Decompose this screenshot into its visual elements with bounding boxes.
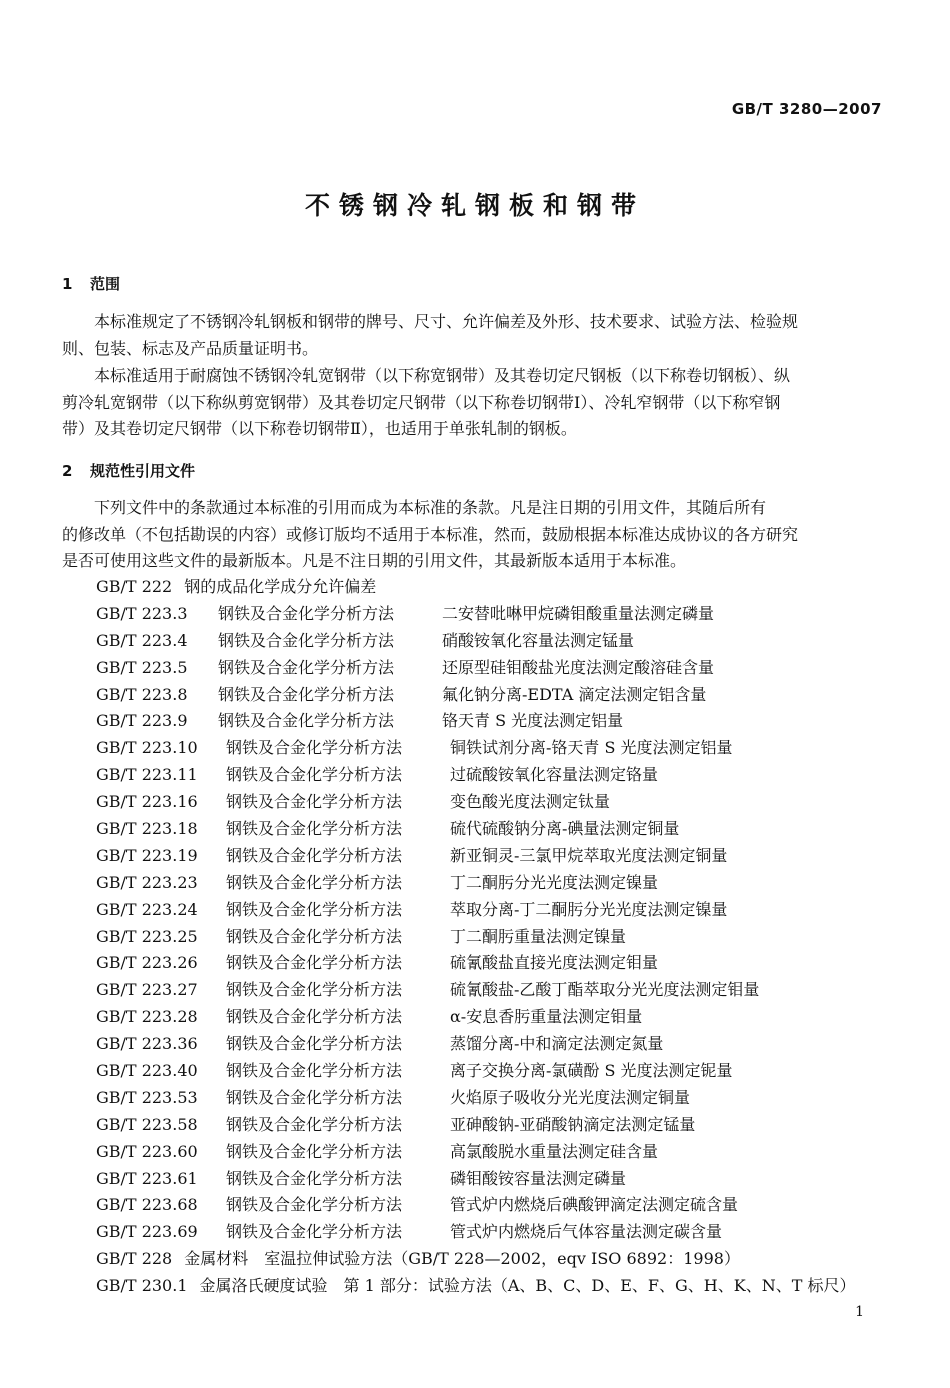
reference-code: GB/T 223.60 bbox=[96, 1141, 198, 1161]
reference-code: GB/T 223.26 bbox=[96, 953, 198, 973]
reference-item bbox=[96, 1058, 896, 1085]
reference-item bbox=[96, 1192, 896, 1219]
reference-title: 亚砷酸钠-亚硝酸钠滴定法测定锰量 bbox=[450, 1114, 696, 1134]
reference-title: 氟化钠分离-EDTA 滴定法测定铝含量 bbox=[442, 684, 707, 704]
section-1-heading bbox=[62, 273, 120, 294]
reference-item bbox=[96, 628, 896, 655]
reference-title: 丁二酮肟分光光度法测定镍量 bbox=[450, 872, 659, 892]
reference-title: 金属洛氏硬度试验 第 1 部分：试验方法（A、B、C、D、E、F、G、H、K、N、T 标尺） bbox=[199, 1276, 856, 1296]
reference-code: GB/T 223.58 bbox=[96, 1114, 198, 1134]
reference-item bbox=[96, 977, 896, 1004]
reference-item bbox=[96, 789, 896, 816]
reference-item bbox=[96, 1219, 896, 1246]
reference-title: 硫氰酸盐-乙酸丁酯萃取分光光度法测定钼量 bbox=[450, 980, 760, 1000]
reference-item bbox=[96, 1166, 896, 1193]
reference-title: 还原型硅钼酸盐光度法测定酸溶硅含量 bbox=[442, 657, 715, 677]
reference-item bbox=[96, 950, 896, 977]
reference-title: 管式炉内燃烧后气体容量法测定碳含量 bbox=[450, 1222, 723, 1242]
reference-code: GB/T 228 bbox=[96, 1249, 173, 1269]
reference-code: GB/T 223.68 bbox=[96, 1195, 198, 1215]
paragraph-line: 本标准规定了不锈钢冷轧钢板和钢带的牌号、尺寸、允许偏差及外形、技术要求、试验方法、检验规 bbox=[94, 312, 799, 331]
reference-item bbox=[96, 735, 896, 762]
reference-code: GB/T 223.5 bbox=[96, 657, 188, 677]
reference-method: 钢铁及合金化学分析方法 bbox=[226, 845, 403, 865]
reference-title: 离子交换分离-氯磺酚 S 光度法测定铌量 bbox=[450, 1061, 733, 1081]
reference-title: 铬天青 S 光度法测定铝量 bbox=[442, 711, 624, 731]
reference-title: 萃取分离-丁二酮肟分光光度法测定镍量 bbox=[450, 899, 728, 919]
standard-number: GB/T 3280—2007 bbox=[731, 100, 882, 118]
reference-item bbox=[96, 601, 896, 628]
reference-code: GB/T 223.23 bbox=[96, 872, 198, 892]
reference-item bbox=[96, 708, 896, 735]
reference-code: GB/T 223.3 bbox=[96, 603, 188, 623]
reference-code: GB/T 223.61 bbox=[96, 1168, 198, 1188]
reference-code: GB/T 223.11 bbox=[96, 765, 198, 785]
page-number: 1 bbox=[855, 1304, 864, 1320]
reference-method: 钢铁及合金化学分析方法 bbox=[226, 980, 403, 1000]
reference-code: GB/T 223.10 bbox=[96, 738, 198, 758]
reference-title: 蒸馏分离-中和滴定法测定氮量 bbox=[450, 1034, 664, 1054]
reference-title: 硝酸铵氧化容量法测定锰量 bbox=[442, 630, 635, 650]
reference-title: 高氯酸脱水重量法测定硅含量 bbox=[450, 1141, 659, 1161]
reference-method: 钢铁及合金化学分析方法 bbox=[226, 926, 403, 946]
reference-method: 钢铁及合金化学分析方法 bbox=[226, 899, 403, 919]
reference-method: 钢铁及合金化学分析方法 bbox=[218, 630, 395, 650]
reference-title: 过硫酸铵氧化容量法测定铬量 bbox=[450, 765, 659, 785]
reference-title: α-安息香肟重量法测定钼量 bbox=[450, 1007, 643, 1027]
section-1-paragraph-1 bbox=[62, 309, 882, 362]
paragraph-line: 本标准适用于耐腐蚀不锈钢冷轧宽钢带（以下称宽钢带）及其卷切定尺钢板（以下称卷切钢板）、纵 bbox=[94, 366, 791, 385]
reference-code: GB/T 223.24 bbox=[96, 899, 198, 919]
reference-item bbox=[96, 924, 896, 951]
reference-code: GB/T 223.16 bbox=[96, 792, 198, 812]
reference-item bbox=[96, 1112, 896, 1139]
section-2-title: 规范性引用文件 bbox=[90, 462, 196, 480]
reference-title: 硫代硫酸钠分离-碘量法测定铜量 bbox=[450, 819, 680, 839]
reference-item bbox=[96, 843, 896, 870]
reference-method: 钢铁及合金化学分析方法 bbox=[226, 819, 403, 839]
reference-title: 硫氰酸盐直接光度法测定钼量 bbox=[450, 953, 659, 973]
reference-title: 管式炉内燃烧后碘酸钾滴定法测定硫含量 bbox=[450, 1195, 739, 1215]
reference-title: 变色酸光度法测定钛量 bbox=[450, 792, 611, 812]
reference-method: 钢铁及合金化学分析方法 bbox=[226, 953, 403, 973]
reference-code: GB/T 223.25 bbox=[96, 926, 198, 946]
reference-code: GB/T 223.9 bbox=[96, 711, 188, 731]
reference-method: 钢铁及合金化学分析方法 bbox=[226, 1114, 403, 1134]
reference-item bbox=[96, 655, 896, 682]
reference-method: 钢铁及合金化学分析方法 bbox=[226, 765, 403, 785]
reference-code: GB/T 223.8 bbox=[96, 684, 188, 704]
section-2-intro bbox=[62, 495, 882, 575]
reference-method: 钢铁及合金化学分析方法 bbox=[218, 684, 395, 704]
reference-method: 钢铁及合金化学分析方法 bbox=[226, 1061, 403, 1081]
reference-item bbox=[96, 1273, 896, 1300]
paragraph-line: 则、包装、标志及产品质量证明书。 bbox=[62, 338, 319, 358]
reference-code: GB/T 223.36 bbox=[96, 1034, 198, 1054]
reference-item bbox=[96, 870, 896, 897]
reference-code: GB/T 230.1 bbox=[96, 1276, 188, 1296]
reference-code: GB/T 223.19 bbox=[96, 845, 198, 865]
reference-code: GB/T 223.40 bbox=[96, 1061, 198, 1081]
reference-code: GB/T 223.27 bbox=[96, 980, 198, 1000]
reference-method: 钢铁及合金化学分析方法 bbox=[226, 872, 403, 892]
reference-method: 钢铁及合金化学分析方法 bbox=[226, 1195, 403, 1215]
reference-item bbox=[96, 1085, 896, 1112]
reference-item bbox=[96, 1004, 896, 1031]
reference-item bbox=[96, 1139, 896, 1166]
section-1-title: 范围 bbox=[90, 275, 121, 293]
reference-method: 钢铁及合金化学分析方法 bbox=[218, 603, 395, 623]
reference-item bbox=[96, 574, 896, 601]
reference-method: 钢铁及合金化学分析方法 bbox=[226, 1007, 403, 1027]
reference-title: 金属材料 室温拉伸试验方法（GB/T 228—2002，eqv ISO 6892：1998） bbox=[184, 1249, 740, 1269]
reference-code: GB/T 222 bbox=[96, 577, 173, 596]
section-1-number: 1 bbox=[62, 275, 73, 293]
reference-title: 新亚铜灵-三氯甲烷萃取光度法测定铜量 bbox=[450, 845, 728, 865]
paragraph-line: 剪冷轧宽钢带（以下称纵剪宽钢带）及其卷切定尺钢带（以下称卷切钢带Ⅰ）、冷轧窄钢带（以下称窄钢 bbox=[62, 392, 781, 412]
reference-item bbox=[96, 897, 896, 924]
reference-method: 钢铁及合金化学分析方法 bbox=[218, 711, 395, 731]
section-1-paragraph-2 bbox=[62, 363, 882, 443]
reference-item bbox=[96, 1031, 896, 1058]
reference-title: 铜铁试剂分离-铬天青 S 光度法测定铝量 bbox=[450, 738, 733, 758]
reference-code: GB/T 223.28 bbox=[96, 1007, 198, 1027]
section-2-number: 2 bbox=[62, 462, 73, 480]
paragraph-line: 下列文件中的条款通过本标准的引用而成为本标准的条款。凡是注日期的引用文件，其随后所有 bbox=[94, 498, 767, 517]
reference-code: GB/T 223.69 bbox=[96, 1222, 198, 1242]
reference-title: 火焰原子吸收分光光度法测定铜量 bbox=[450, 1087, 691, 1107]
reference-method: 钢铁及合金化学分析方法 bbox=[226, 1141, 403, 1161]
reference-title: 二安替吡啉甲烷磷钼酸重量法测定磷量 bbox=[442, 603, 715, 623]
reference-item bbox=[96, 682, 896, 709]
reference-title: 丁二酮肟重量法测定镍量 bbox=[450, 926, 627, 946]
paragraph-line: 是否可使用这些文件的最新版本。凡是不注日期的引用文件，其最新版本适用于本标准。 bbox=[62, 551, 687, 570]
reference-item bbox=[96, 816, 896, 843]
reference-method: 钢铁及合金化学分析方法 bbox=[226, 1222, 403, 1242]
reference-item bbox=[96, 762, 896, 789]
reference-item bbox=[96, 1246, 896, 1273]
reference-method: 钢铁及合金化学分析方法 bbox=[226, 1087, 403, 1107]
document-title: 不锈钢冷轧钢板和钢带 bbox=[304, 191, 645, 220]
reference-list bbox=[96, 574, 896, 1300]
paragraph-line: 带）及其卷切定尺钢带（以下称卷切钢带Ⅱ），也适用于单张轧制的钢板。 bbox=[62, 419, 577, 438]
reference-method: 钢铁及合金化学分析方法 bbox=[218, 657, 395, 677]
reference-method: 钢铁及合金化学分析方法 bbox=[226, 1168, 403, 1188]
reference-method: 钢铁及合金化学分析方法 bbox=[226, 1034, 403, 1054]
reference-code: GB/T 223.18 bbox=[96, 819, 198, 839]
reference-code: GB/T 223.53 bbox=[96, 1087, 198, 1107]
paragraph-line: 的修改单（不包括勘误的内容）或修订版均不适用于本标准，然而，鼓励根据本标准达成协议的各方研究 bbox=[62, 524, 799, 544]
section-2-heading bbox=[62, 460, 195, 481]
reference-method: 钢铁及合金化学分析方法 bbox=[226, 738, 403, 758]
reference-method: 钢铁及合金化学分析方法 bbox=[226, 792, 403, 812]
reference-code: GB/T 223.4 bbox=[96, 630, 188, 650]
reference-title: 磷钼酸铵容量法测定磷量 bbox=[450, 1168, 627, 1188]
reference-title: 钢的成品化学成分允许偏差 bbox=[184, 577, 377, 596]
